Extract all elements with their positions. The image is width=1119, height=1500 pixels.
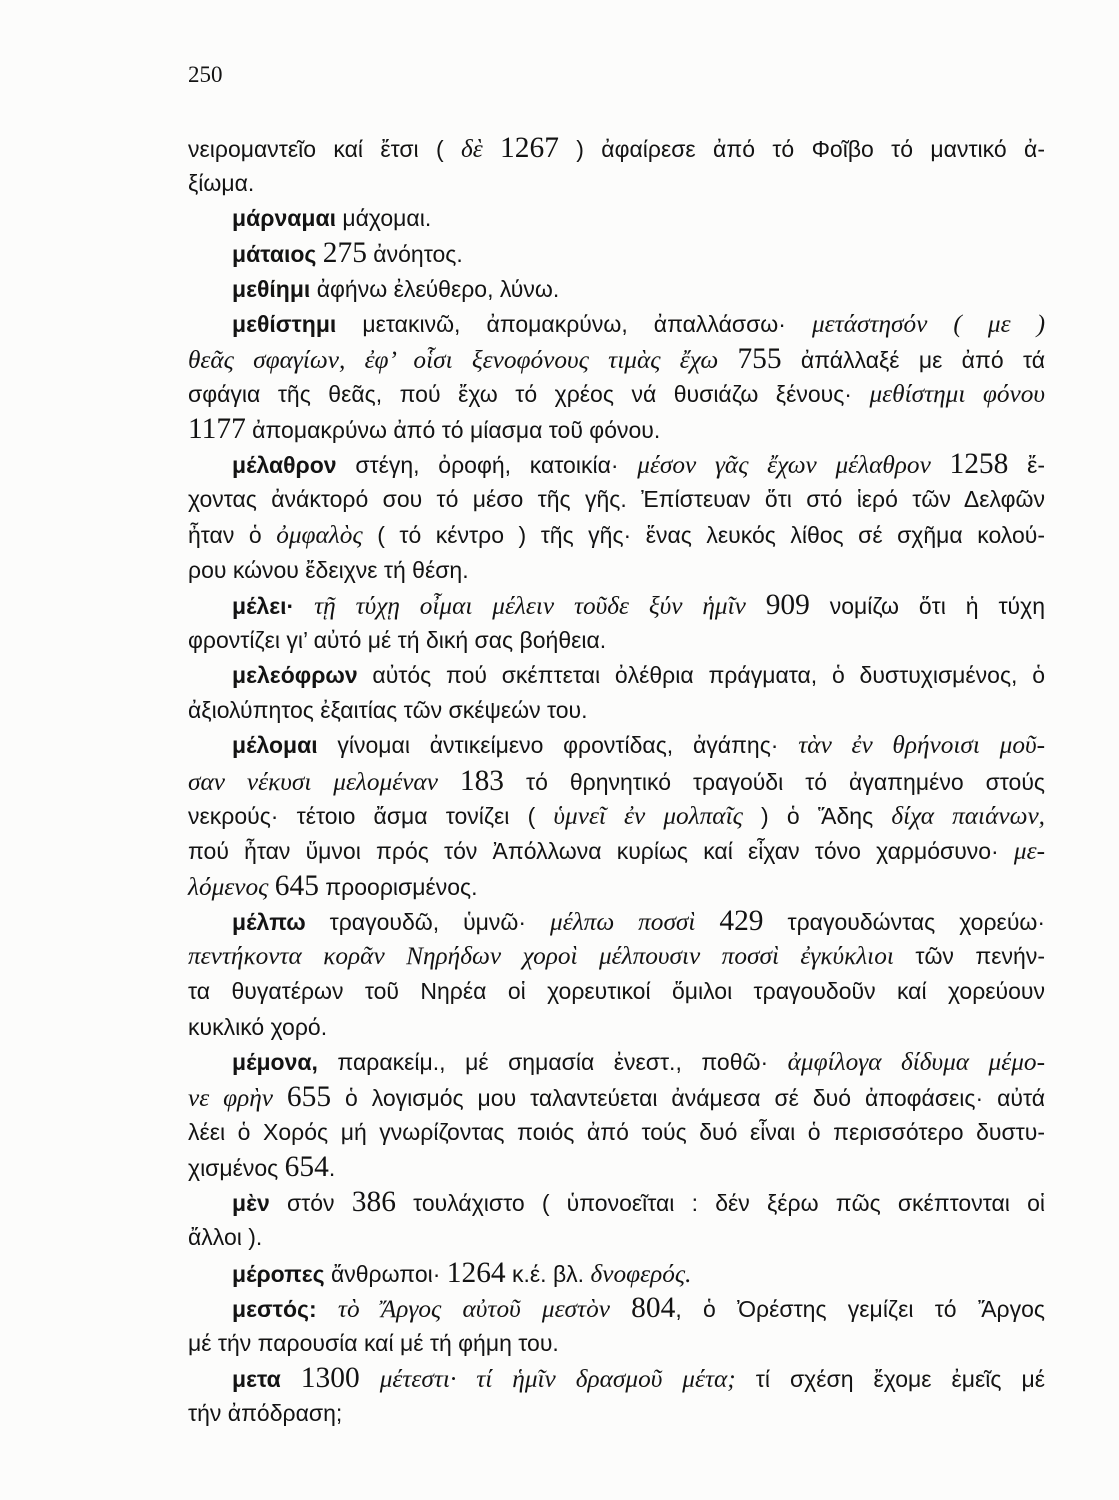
text-line bbox=[188, 1080, 1045, 1115]
text-line bbox=[188, 1326, 1045, 1361]
gloss-text: στόν bbox=[269, 1190, 352, 1217]
text-line bbox=[188, 553, 1045, 588]
text-line bbox=[188, 764, 1045, 799]
entry-first-line bbox=[188, 588, 1045, 623]
dictionary-entry bbox=[188, 272, 1045, 307]
quoted-verse: ὑμνεῖ ἐν μολπαῖς bbox=[553, 801, 743, 830]
gloss-text: ἄλλοι ). bbox=[188, 1224, 263, 1251]
dictionary-entry bbox=[188, 1361, 1045, 1431]
gloss-text: ἀνόητος. bbox=[366, 241, 463, 268]
entry-first-line bbox=[188, 307, 1045, 342]
verse-number: 1267 bbox=[500, 132, 559, 164]
entry-first-line bbox=[188, 1256, 1045, 1291]
text-line bbox=[188, 1010, 1045, 1045]
text-line bbox=[188, 131, 1045, 166]
entry-first-line bbox=[188, 1045, 1045, 1080]
dictionary-entry bbox=[188, 1256, 1045, 1291]
gloss-text: ἀπάλλαξέ με ἀπό τά bbox=[781, 346, 1046, 373]
gloss-text: ἀξιολύπητος ἐξαιτίας τῶν σκέψεών του. bbox=[188, 697, 588, 724]
gloss-text: αὐτός πού σκέπτεται ὀλέθρια πράγματα, ὁ δυστυχισμένος, ὁ bbox=[357, 662, 1045, 689]
verse-number: 1264 bbox=[446, 1256, 506, 1289]
quoted-verse: δίχα παιάνων, bbox=[891, 801, 1045, 830]
gloss-text: ἀπομακρύνω ἀπό τό μίασμα τοῦ φόνου. bbox=[245, 417, 661, 444]
entry-first-line bbox=[188, 904, 1045, 939]
gloss-text: τραγουδώντας χορεύω· bbox=[763, 909, 1046, 936]
headword: μεστός: bbox=[232, 1295, 317, 1322]
quoted-verse: με- bbox=[1013, 836, 1045, 865]
gloss-text: νεκρούς· τέτοιο ἄσμα τονίζει ( bbox=[188, 802, 554, 829]
dictionary-entry bbox=[188, 904, 1045, 1045]
verse-number: 1300 bbox=[300, 1361, 360, 1394]
dictionary-entry bbox=[188, 236, 1045, 271]
gloss-text: ἀφήνω ἐλεύθερο, λύνω. bbox=[310, 275, 560, 302]
gloss-text: λέει ὁ Χορός μή γνωρίζοντας ποιός ἀπό τούς δυό εἶναι ὁ περισσότερο δυστυ- bbox=[188, 1118, 1045, 1145]
verse-number: 655 bbox=[286, 1080, 332, 1113]
text-line bbox=[188, 799, 1045, 834]
headword: μεθίστημι bbox=[232, 310, 337, 337]
headword: μέλομαι bbox=[232, 732, 318, 759]
text-line bbox=[188, 693, 1045, 728]
gloss-text: προορισμένος. bbox=[318, 873, 478, 900]
gloss-text: τραγουδῶ, ὑμνῶ· bbox=[305, 909, 551, 936]
headword: μεθίημι bbox=[232, 275, 311, 302]
gloss-text: τό θρηνητικό τραγούδι τό ἀγαπημένο στούς bbox=[504, 768, 1045, 795]
gloss-text: τα θυγατέρων τοῦ Νηρέα οἱ χορευτικοί ὅμιλοι τραγουδοῦν καί χορεύουν bbox=[188, 978, 1045, 1005]
verse-number: 386 bbox=[351, 1186, 396, 1219]
gloss-text: νειρομαντεῖο καί ἔτσι ( bbox=[188, 136, 462, 162]
gloss-text: τῶν πενήν- bbox=[893, 943, 1045, 970]
gloss-text bbox=[360, 1366, 380, 1392]
entry-first-line bbox=[188, 728, 1045, 763]
dictionary-entry bbox=[188, 1185, 1045, 1255]
dictionary-entry bbox=[188, 201, 1045, 236]
text-line bbox=[188, 482, 1045, 517]
gloss-text: τί σχέση ἔχομε ἐμεῖς μέ bbox=[735, 1365, 1046, 1392]
text-line bbox=[188, 623, 1045, 658]
text-line bbox=[188, 1220, 1045, 1255]
headword: μέλει· bbox=[232, 592, 295, 619]
gloss-text: κ.έ. βλ. bbox=[505, 1260, 591, 1287]
gloss-text: ) ἀφαίρεσε ἀπό τό Φοῖβο τό μαντικό ἀ- bbox=[558, 136, 1045, 162]
gloss-text: χοντας ἀνάκτορό σου τό μέσο τῆς γῆς. Ἐπίστευαν ὅτι στό ἱερό τῶν Δελφῶν bbox=[188, 486, 1045, 513]
verse-number: 654 bbox=[284, 1151, 329, 1184]
entry-list bbox=[188, 201, 1045, 1431]
quoted-verse: σαν νέκυσι μελομέναν bbox=[188, 767, 460, 796]
gloss-text bbox=[294, 593, 314, 619]
quoted-verse: λόμενος bbox=[188, 872, 275, 901]
gloss-text: . bbox=[328, 1155, 336, 1182]
text-line bbox=[188, 939, 1045, 974]
gloss-text: ( τό κέντρο ) τῆς γῆς· ἕνας λευκός λίθος σέ σχῆμα κολού- bbox=[362, 521, 1045, 548]
entry-first-line bbox=[188, 236, 1045, 271]
entry-first-line bbox=[188, 447, 1045, 482]
quoted-verse: δνοφερός. bbox=[590, 1259, 692, 1288]
text-line bbox=[188, 1396, 1045, 1431]
gloss-text: μέ τήν παρουσία καί μέ τή φήμη του. bbox=[188, 1329, 559, 1356]
verse-number: 804 bbox=[631, 1291, 676, 1324]
quoted-verse: μεθίστημι φόνου bbox=[869, 379, 1045, 408]
gloss-text: τήν ἀπόδραση; bbox=[188, 1400, 343, 1427]
verse-number: 1177 bbox=[188, 413, 246, 446]
quoted-verse: μέσον γᾶς ἔχων μέλαθρον bbox=[637, 451, 950, 480]
gloss-text bbox=[281, 1366, 301, 1392]
headword: μάταιος bbox=[232, 241, 317, 268]
entry-first-line bbox=[188, 272, 1045, 307]
quoted-verse: μέλπω ποσσὶ bbox=[550, 908, 720, 937]
headword: μέμονα, bbox=[232, 1048, 318, 1075]
quoted-verse: ὀμφαλὸς bbox=[276, 520, 363, 549]
dictionary-entry bbox=[188, 307, 1045, 448]
gloss-text: ρου κώνου ἔδειχνε τή θέση. bbox=[188, 556, 469, 583]
gloss-text: , ὁ Ὀρέστης γεμίζει τό Ἄργος bbox=[675, 1295, 1046, 1322]
entry-first-line bbox=[188, 1185, 1045, 1220]
gloss-text: ἦταν ὁ bbox=[188, 521, 277, 548]
dictionary-entry bbox=[188, 728, 1045, 904]
dictionary-entry bbox=[188, 1291, 1045, 1361]
gloss-text: ἄνθρωποι· bbox=[324, 1260, 447, 1287]
quoted-verse: ἀμφίλογα δίδυμα μέμο- bbox=[787, 1047, 1045, 1076]
gloss-text: κυκλικό χορό. bbox=[188, 1013, 328, 1040]
verse-number: 909 bbox=[765, 588, 810, 621]
gloss-text: χισμένος bbox=[188, 1155, 285, 1182]
verse-number: 275 bbox=[322, 237, 367, 270]
gloss-text: ) ὁ Ἅδης bbox=[742, 802, 892, 829]
gloss-text: φροντίζει γι’ αὐτό μέ τή δική σας βοήθεια. bbox=[188, 626, 607, 653]
gloss-text: σφάγια τῆς θεᾶς, πού ἔχω τό χρέος νά θυσιάζω ξένους· bbox=[188, 380, 870, 407]
headword: μέροπες bbox=[232, 1260, 325, 1287]
continued-paragraph bbox=[188, 131, 1045, 201]
text-line bbox=[188, 834, 1045, 869]
entry-first-line bbox=[188, 201, 1045, 236]
verse-number: 755 bbox=[737, 342, 782, 375]
gloss-text: μάχομαι. bbox=[335, 205, 432, 232]
quoted-verse: δὲ bbox=[461, 135, 501, 163]
entry-first-line bbox=[188, 1291, 1045, 1326]
gloss-text: ξίωμα. bbox=[188, 170, 255, 197]
gloss-text: στέγη, ὀροφή, κατοικία· bbox=[336, 452, 638, 479]
gloss-text: πού ἦταν ὕμνοι πρός τόν Ἀπόλλωνα κυρίως καί εἶχαν τόνο χαρμόσυνο· bbox=[188, 837, 1014, 864]
dictionary-entry bbox=[188, 1045, 1045, 1186]
quoted-verse: μετάστησόν ( με ) bbox=[811, 309, 1045, 338]
gloss-text: μετακινῶ, ἀπομακρύνω, ἀπαλλάσσω· bbox=[336, 310, 812, 337]
headword: μὲν bbox=[232, 1190, 270, 1217]
verse-number: 183 bbox=[459, 764, 504, 797]
quoted-verse: τῇ τύχῃ οἶμαι μέλειν τοῦδε ξύν ἡμῖν bbox=[314, 591, 766, 620]
gloss-text bbox=[317, 1296, 338, 1322]
quoted-verse: τὰν ἐν θρήνοισι μοῦ- bbox=[798, 731, 1045, 760]
quoted-verse: τὸ Ἄργος αὐτοῦ μεστὸν bbox=[337, 1294, 632, 1323]
gloss-text: ἔ- bbox=[1008, 452, 1045, 479]
headword: μελεόφρων bbox=[232, 662, 358, 689]
quoted-verse: πεντήκοντα κορᾶν Νηρήδων χοροὶ μέλπουσιν ποσσὶ ἐγκύκλιοι bbox=[188, 942, 894, 971]
gloss-text: τουλάχιστο ( ὑπονοεῖται : δέν ξέρω πῶς σκέπτονται οἱ bbox=[395, 1190, 1045, 1217]
dictionary-entry bbox=[188, 588, 1045, 658]
gloss-text: γίνομαι ἀντικείμενο φροντίδας, ἀγάπης· bbox=[317, 732, 799, 759]
entry-first-line bbox=[188, 658, 1045, 693]
gloss-text: παρακείμ., μέ σημασία ἐνεστ., ποθῶ· bbox=[317, 1048, 788, 1075]
headword: μάρναμαι bbox=[232, 205, 336, 232]
text-line bbox=[188, 166, 1045, 201]
dictionary-entry bbox=[188, 447, 1045, 588]
quoted-verse: θεᾶς σφαγίων, ἐφ’ οἷσι ξενοφόνους τιμὰς ἔχω bbox=[188, 345, 738, 374]
quoted-verse: νε φρὴν bbox=[188, 1083, 287, 1112]
dictionary-entry bbox=[188, 658, 1045, 728]
page-number: 250 bbox=[188, 62, 223, 87]
verse-number: 645 bbox=[274, 869, 319, 902]
text-line bbox=[188, 412, 1045, 447]
headword: μετα bbox=[232, 1365, 281, 1392]
text-line bbox=[188, 974, 1045, 1009]
entry-first-line bbox=[188, 1361, 1045, 1396]
headword: μέλαθρον bbox=[232, 452, 337, 479]
glossary-text bbox=[188, 131, 1045, 1431]
verse-number: 1258 bbox=[949, 448, 1009, 481]
verse-number: 429 bbox=[719, 905, 764, 938]
text-line bbox=[188, 1150, 1045, 1185]
quoted-verse: μέτεστι· τί ἡμῖν δρασμοῦ μέτα; bbox=[379, 1364, 736, 1393]
gloss-text: νομίζω ὅτι ἡ τύχη bbox=[809, 592, 1045, 619]
text-line bbox=[188, 869, 1045, 904]
text-line bbox=[188, 342, 1045, 377]
text-line bbox=[188, 377, 1045, 412]
text-line bbox=[188, 518, 1045, 553]
text-line bbox=[188, 1115, 1045, 1150]
gloss-text: ὁ λογισμός μου ταλαντεύεται ἀνάμεσα σέ δυό ἀποφάσεις· αὐτά bbox=[331, 1084, 1046, 1111]
headword: μέλπω bbox=[232, 909, 306, 936]
